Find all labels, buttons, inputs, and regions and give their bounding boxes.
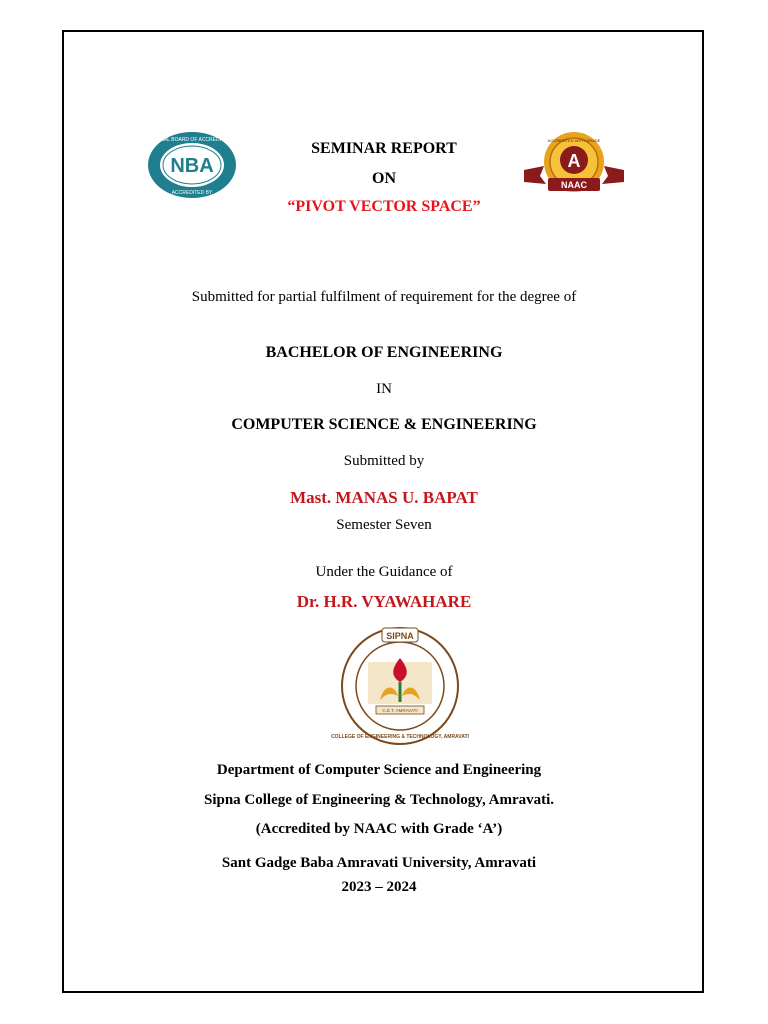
university-name: Sant Gadge Baba Amravati University, Amravati bbox=[221, 855, 537, 871]
accreditation-text: (Accredited by NAAC with Grade ‘A’) bbox=[255, 821, 503, 837]
naac-grade: A bbox=[567, 151, 581, 171]
academic-year: 2023 – 2024 bbox=[341, 879, 417, 895]
title-line-2: ON bbox=[372, 170, 396, 187]
nba-ring-text: NATIONAL BOARD OF ACCREDITATION bbox=[145, 137, 239, 143]
sipna-logo bbox=[331, 622, 469, 746]
submission-intro: Submitted for partial fulfilment of requirement for the degree of bbox=[191, 289, 577, 305]
degree-name: BACHELOR OF ENGINEERING bbox=[265, 344, 503, 361]
branch-name: COMPUTER SCIENCE & ENGINEERING bbox=[231, 416, 537, 433]
sipna-ring-text: COLLEGE OF ENGINEERING & TECHNOLOGY, AMRAVATI bbox=[331, 734, 469, 740]
report-topic: “PIVOT VECTOR SPACE” bbox=[287, 198, 481, 215]
title-line-1: SEMINAR REPORT bbox=[311, 140, 457, 157]
nba-bottom-text: ACCREDITED BY bbox=[171, 190, 213, 196]
in-label: IN bbox=[376, 381, 392, 397]
naac-ribbon-text: NAAC bbox=[561, 180, 587, 190]
naac-ring-text: ACCREDITED WITH GRADE bbox=[547, 138, 601, 143]
student-name: Mast. MANAS U. BAPAT bbox=[290, 488, 478, 507]
submitted-by-label: Submitted by bbox=[343, 453, 425, 469]
sipna-banner-text: C.E.T. AMRAVATI bbox=[382, 708, 418, 713]
guidance-label: Under the Guidance of bbox=[315, 564, 453, 580]
guide-name: Dr. H.R. VYAWAHARE bbox=[296, 592, 472, 611]
department-name: Department of Computer Science and Engineering bbox=[216, 762, 542, 778]
college-name: Sipna College of Engineering & Technology, Amravati. bbox=[203, 792, 555, 808]
semester-text: Semester Seven bbox=[336, 517, 432, 533]
nba-initials: NBA bbox=[170, 155, 214, 177]
sipna-top-text: SIPNA bbox=[386, 631, 414, 641]
